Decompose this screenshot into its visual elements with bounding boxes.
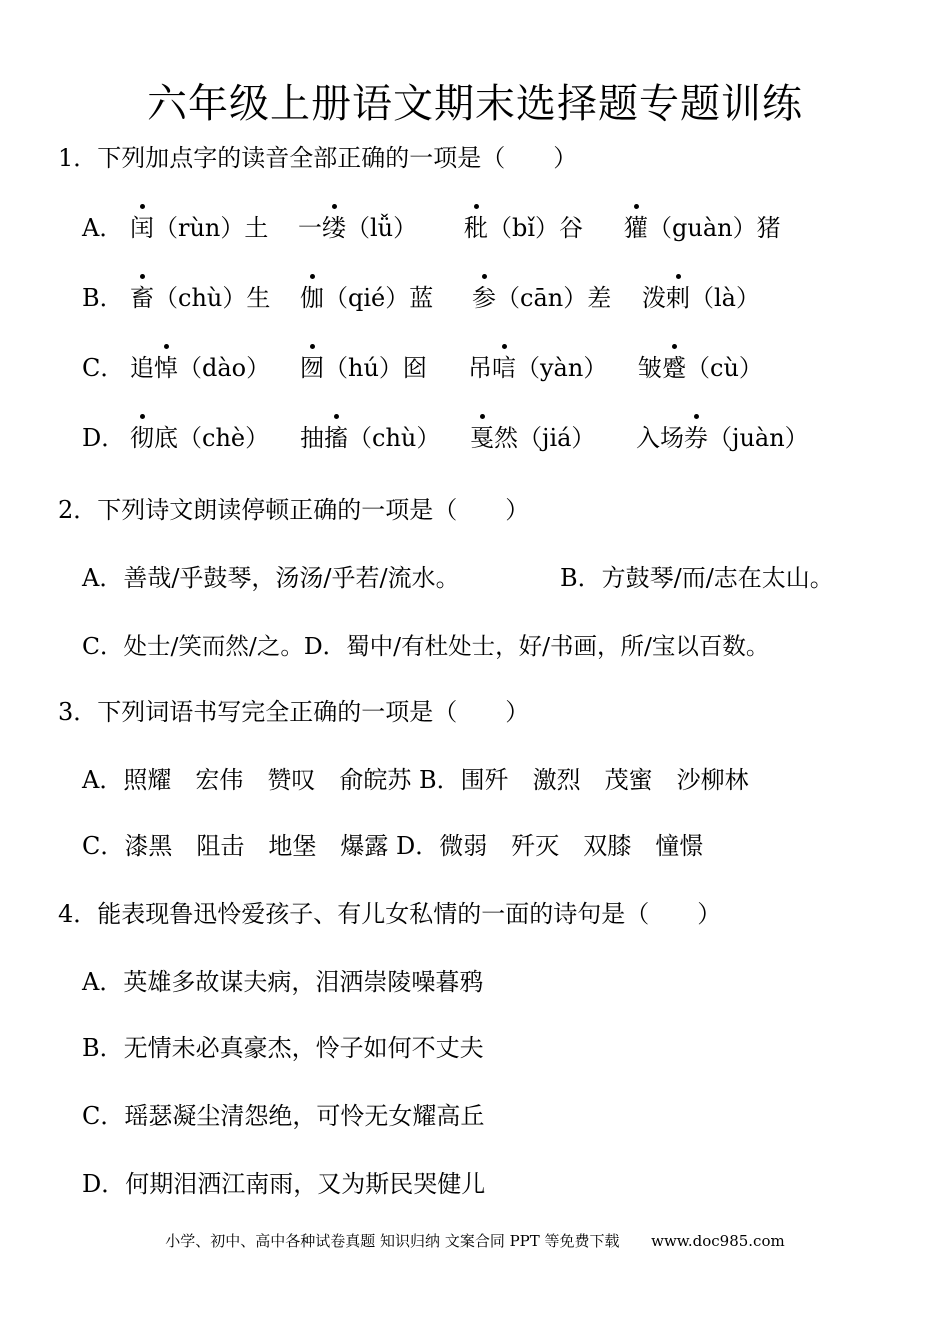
question-1-option-a[interactable]	[82, 208, 781, 248]
pinyin-text: 底（chè）	[154, 424, 270, 452]
option-b-group-4	[642, 278, 760, 318]
option-b-group-1	[130, 278, 270, 318]
option-label: D．	[82, 424, 126, 452]
plain-char: 入场	[636, 424, 684, 452]
question-3-stem: 3．下列词语书写完全正确的一项是（ ）	[58, 698, 530, 726]
pinyin-text: （juàn）	[708, 424, 809, 452]
pinyin-text: （bǐ）谷	[488, 214, 584, 242]
option-d-group-4	[636, 418, 809, 458]
dotted-char: 彻	[130, 418, 154, 458]
option-b-group-3	[472, 278, 611, 318]
question-2-options-cd[interactable]: C．处士/笑而然/之。D．蜀中/有杜处士，好/书画，所/宝以百数。	[82, 632, 770, 660]
question-2-option-b[interactable]: B．方鼓琴/而/志在太山。	[560, 564, 834, 592]
dotted-char: 悼	[154, 348, 178, 388]
option-label: C．	[82, 354, 125, 382]
question-1-stem: 1．下列加点字的读音全部正确的一项是（ ）	[58, 144, 578, 172]
pinyin-text: （dào）	[178, 354, 271, 382]
pinyin-text: （cù）	[686, 354, 763, 382]
question-3-options-ab[interactable]: A．照耀 宏伟 赞叹 俞皖苏 B．围歼 激烈 茂蜜 沙柳林	[82, 766, 749, 794]
option-d-group-2	[300, 418, 440, 458]
question-1-option-b[interactable]	[82, 278, 760, 318]
option-b-group-2	[300, 278, 433, 318]
dotted-char: 秕	[464, 208, 488, 248]
dotted-char: 参	[472, 278, 496, 318]
question-2-option-a[interactable]: A．善哉/乎鼓琴，汤汤/乎若/流水。	[82, 564, 460, 592]
dotted-char: 唁	[492, 348, 516, 388]
question-1-option-c[interactable]	[82, 348, 763, 388]
pinyin-text: （rùn）土	[154, 214, 269, 242]
question-4-option-a[interactable]: A．英雄多故谋夫病，泪洒崇陵噪暮鸦	[82, 968, 484, 996]
pinyin-text: （chù）生	[154, 284, 271, 312]
plain-char: 皱	[638, 354, 662, 382]
dotted-char: 闰	[130, 208, 154, 248]
page-title: 六年级上册语文期末选择题专题训练	[147, 81, 803, 127]
dotted-char: 囫	[300, 348, 324, 388]
question-1-option-d[interactable]	[82, 418, 809, 458]
plain-char: 一	[298, 214, 322, 242]
question-4-stem: 4．能表现鲁迅怜爱孩子、有儿女私情的一面的诗句是（ ）	[58, 900, 722, 928]
option-d-group-1	[130, 418, 269, 458]
option-label: B．	[82, 284, 124, 312]
option-a-group-4	[624, 208, 781, 248]
plain-char: 追	[130, 354, 154, 382]
footer-link[interactable]: www.doc985.com	[651, 1232, 785, 1250]
pinyin-text: （qié）蓝	[324, 284, 434, 312]
plain-char: 抽	[300, 424, 324, 452]
question-4-option-d[interactable]: D．何期泪洒江南雨，又为斯民哭健儿	[82, 1170, 486, 1198]
option-d-group-3	[470, 418, 595, 458]
plain-char: 吊	[468, 354, 492, 382]
pinyin-text: （hú）囵	[324, 354, 427, 382]
option-a-group-2	[298, 208, 417, 248]
footer-text: 小学、初中、高中各种试卷真题 知识归纳 文案合同 PPT 等免费下载	[165, 1232, 620, 1250]
dotted-char: 獾	[624, 208, 648, 248]
option-a-group-1	[130, 208, 268, 248]
dotted-char: 剌	[666, 278, 690, 318]
pinyin-text: （chù）	[348, 424, 441, 452]
dotted-char: 戛	[470, 418, 494, 458]
option-label: A．	[82, 214, 124, 242]
question-4-option-b[interactable]: B．无情未必真豪杰，怜子如何不丈夫	[82, 1034, 484, 1062]
dotted-char: 券	[684, 418, 708, 458]
pinyin-text: （yàn）	[516, 354, 608, 382]
option-c-group-3	[468, 348, 607, 388]
dotted-char: 缕	[322, 208, 346, 248]
question-2-stem: 2．下列诗文朗读停顿正确的一项是（ ）	[58, 496, 530, 524]
pinyin-text: （là）	[690, 284, 760, 312]
option-c-group-1	[130, 348, 270, 388]
plain-char: 泼	[642, 284, 666, 312]
page-footer	[0, 1230, 950, 1251]
option-a-group-3	[464, 208, 583, 248]
dotted-char: 伽	[300, 278, 324, 318]
pinyin-text: （cān）差	[496, 284, 612, 312]
pinyin-text: （guàn）猪	[648, 214, 781, 242]
dotted-char: 蹙	[662, 348, 686, 388]
option-c-group-4	[638, 348, 763, 388]
pinyin-text: （lǚ）	[346, 214, 418, 242]
question-3-options-cd[interactable]: C．漆黑 阻击 地堡 爆露 D．微弱 歼灭 双膝 憧憬	[82, 832, 704, 860]
dotted-char: 搐	[324, 418, 348, 458]
option-c-group-2	[300, 348, 427, 388]
dotted-char: 畜	[130, 278, 154, 318]
pinyin-text: 然（jiá）	[494, 424, 596, 452]
question-4-option-c[interactable]: C．瑶瑟凝尘清怨绝，可怜无女耀高丘	[82, 1102, 485, 1130]
